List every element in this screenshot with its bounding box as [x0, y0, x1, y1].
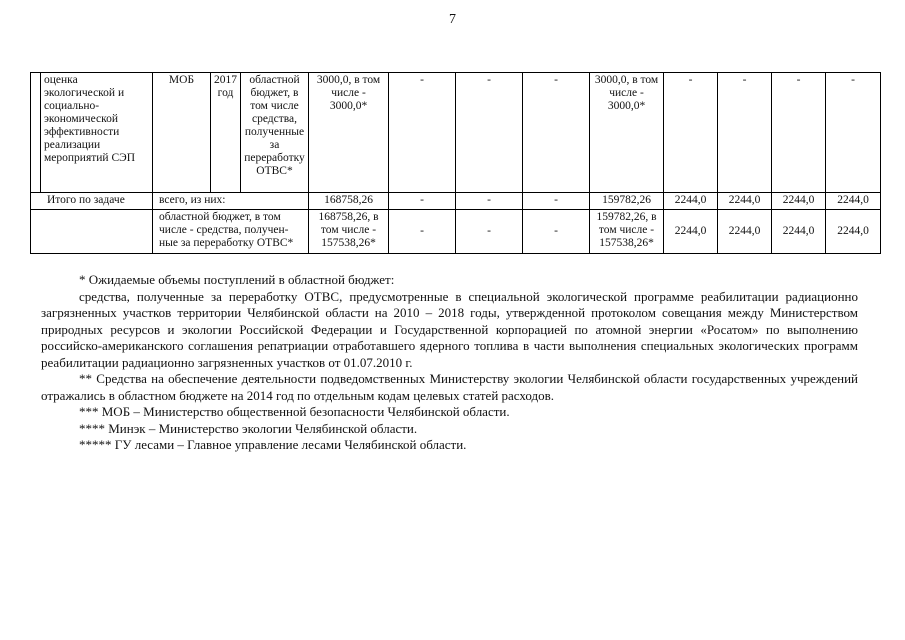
row-indent-cell	[31, 73, 41, 193]
footnote-1-title: * Ожидаемые объемы поступлений в областной бюджет:	[79, 272, 395, 287]
year-2017-cell: 3000,0, в том числе - 3000,0*	[590, 73, 664, 193]
value-cell-3: 2244,0	[772, 193, 826, 210]
total-label-cell	[31, 193, 153, 210]
value-cell-3: 2244,0	[772, 210, 826, 254]
year-2015-cell: -	[456, 210, 523, 254]
year-2014-cell: -	[389, 193, 456, 210]
total-cell: 168758,26, в том числе - 157538,26*	[309, 210, 389, 254]
year-2016-cell: -	[523, 210, 590, 254]
value-cell-1: 2244,0	[664, 193, 718, 210]
footnote-5: ***** ГУ лесами – Главное управление лесами Челябинской области.	[79, 437, 467, 452]
budget-table	[30, 72, 881, 254]
value-cell-2: -	[718, 73, 772, 193]
year-cell: 2017 год	[211, 73, 241, 193]
year-2017-cell: 159782,26	[590, 193, 664, 210]
page-number: 7	[449, 12, 456, 27]
source-cell: областной бюджет, в том числе средства, полученные за переработку ОТВС*	[241, 73, 309, 193]
footnote-2: ** Средства на обеспечение деятельности подведомственных Министерству экологии Челябинской области государственных учреждений отражались в областном бюджете на 2014 год по отдельным кодам целевых статей расходов.	[41, 371, 858, 403]
table-row	[31, 210, 881, 254]
total-label: Итого по задаче	[47, 194, 125, 206]
year-2016-cell: -	[523, 193, 590, 210]
footnotes	[41, 272, 858, 454]
value-cell-1: -	[664, 73, 718, 193]
value-cell-4: 2244,0	[826, 210, 881, 254]
footnote-1-text: средства, полученные за переработку ОТВС, предусмотренные в специальной экологической программе реабилитации радиационно загрязненных участков территории Челябинской области на 2010 – 2018 годы, утвержденной протоколом совещания между Министерством природных ресурсов и экологии Российской Федерации и Государственной корпорацией по атомной энергии «Росатом» по выполнению российско-американского соглашения репатриации отработавшего ядерного топлива в части выполнения специальных экологических программ реабилитации радиационно загрязненных участков от 01.07.2010 г.	[41, 288, 858, 370]
year-2015-cell: -	[456, 193, 523, 210]
total-cell: 3000,0, в том числе - 3000,0*	[309, 73, 389, 193]
value-cell-4: -	[826, 73, 881, 193]
empty-label-cell	[31, 210, 153, 254]
year-2017-cell: 159782,26, в том числе - 157538,26*	[590, 210, 664, 254]
year-2015-cell: -	[456, 73, 523, 193]
footnote-3: *** МОБ – Министерство общественной безопасности Челябинской области.	[79, 404, 510, 419]
value-cell-3: -	[772, 73, 826, 193]
table-row	[31, 193, 881, 210]
source-cell: областной бюджет, в том числе - средства, получен-ные за переработку ОТВС*	[153, 210, 309, 254]
table-row	[31, 73, 881, 193]
year-2014-cell: -	[389, 73, 456, 193]
year-2016-cell: -	[523, 73, 590, 193]
measure-name-cell: оценка экологической и социально-экономической эффективности реализации мероприятий СЭП	[41, 73, 153, 193]
footnote-4: **** Минэк – Министерство экологии Челябинской области.	[79, 420, 418, 436]
value-cell-1: 2244,0	[664, 210, 718, 254]
total-cell: 168758,26	[309, 193, 389, 210]
value-cell-4: 2244,0	[826, 193, 881, 210]
source-cell: всего, из них:	[153, 193, 309, 210]
value-cell-2: 2244,0	[718, 193, 772, 210]
value-cell-2: 2244,0	[718, 210, 772, 254]
year-2014-cell: -	[389, 210, 456, 254]
executor-cell: МОБ	[153, 73, 211, 193]
